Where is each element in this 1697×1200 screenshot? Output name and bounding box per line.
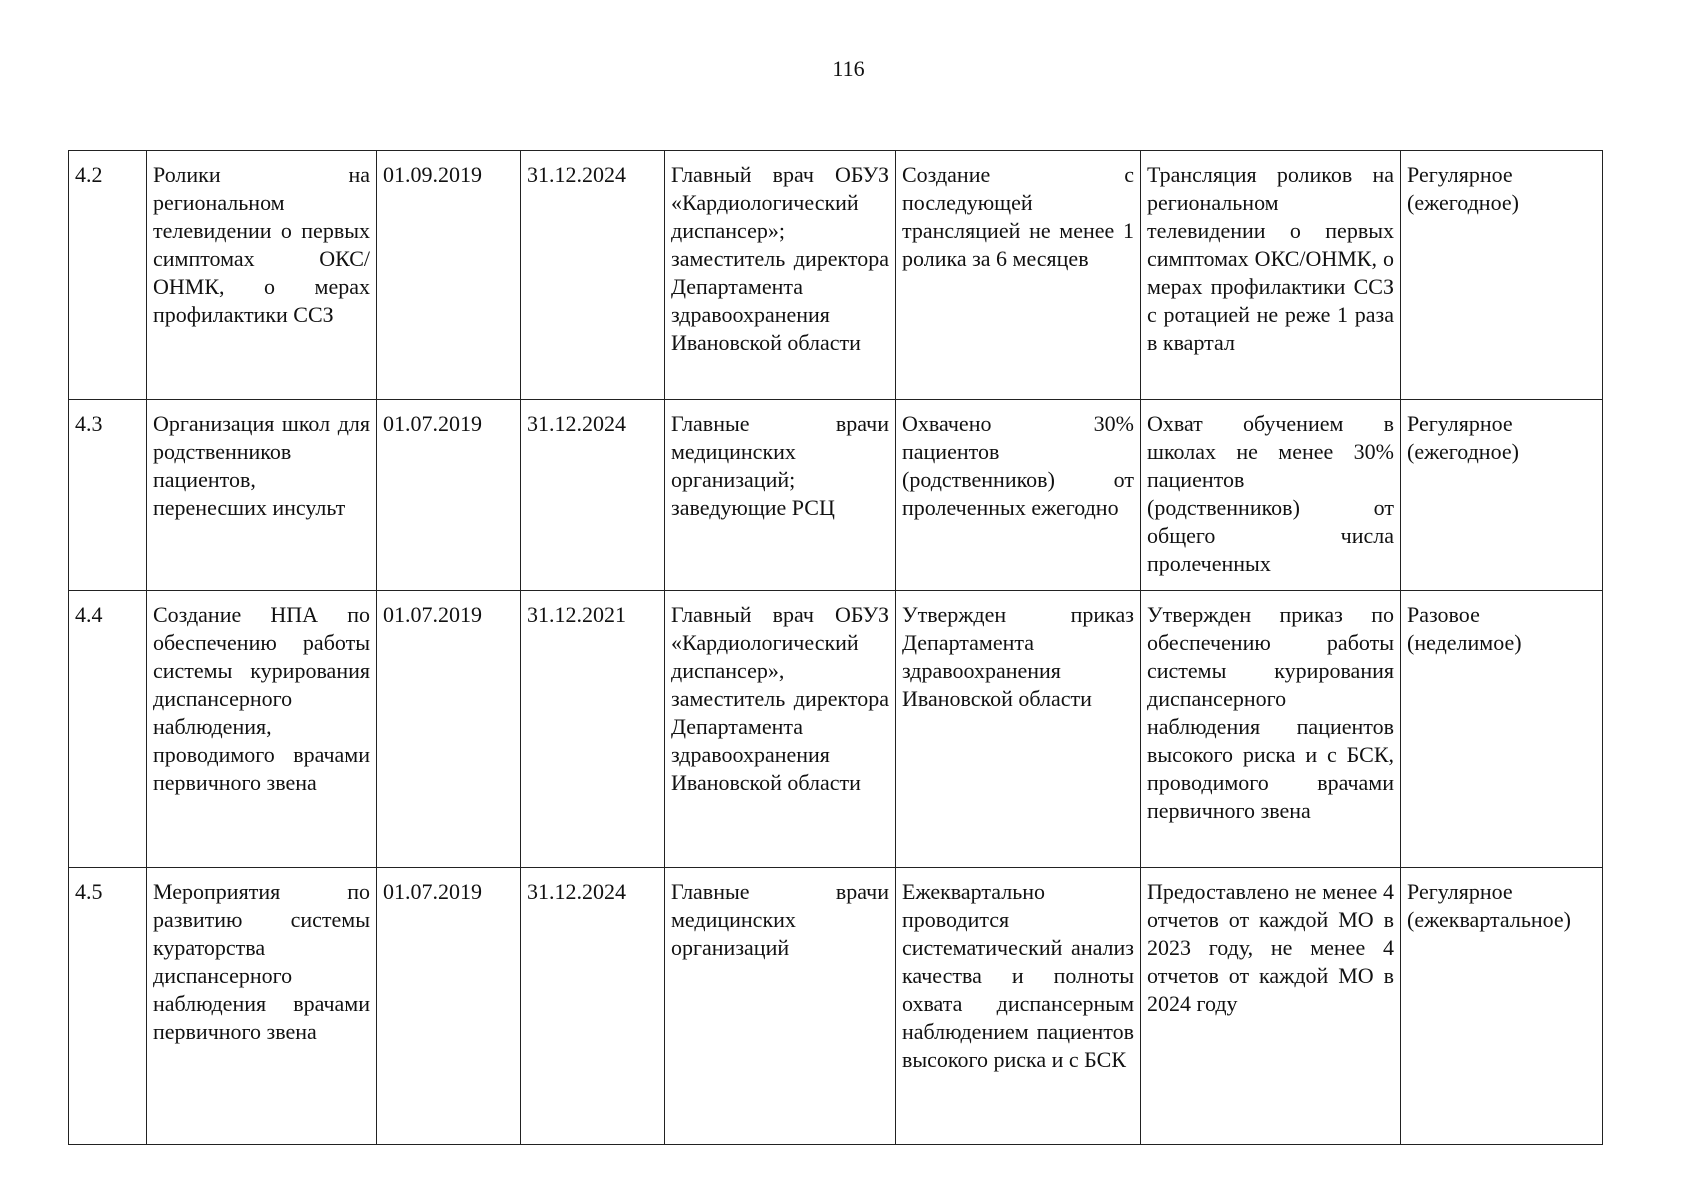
indicator: Утвержден приказ по обеспечению работы системы курирования диспансерного наблюдения пациентов высокого риска и с БСК, проводимого врачами первичного звена [1141, 591, 1401, 868]
measure-name: Создание НПА по обеспечению работы системы курирования диспансерного наблюдения, проводимого врачами первичного звена [147, 591, 377, 868]
end-date: 31.12.2021 [521, 591, 665, 868]
result: Утвержден приказ Департамента здравоохранения Ивановской области [896, 591, 1141, 868]
indicator: Охват обучением в школах не менее 30% пациентов (родственников) от общего числа пролеченных [1141, 400, 1401, 591]
result: Охвачено 30% пациентов (родственников) от пролеченных ежегодно [896, 400, 1141, 591]
measure-name: Мероприятия по развитию системы кураторства диспансерного наблюдения врачами первичного звена [147, 868, 377, 1145]
measure-type: Регулярное (ежегодное) [1401, 400, 1603, 591]
result: Ежеквартально проводится систематический анализ качества и полноты охвата диспансерным наблюдением пациентов высокого риска и с БСК [896, 868, 1141, 1145]
indicator: Трансляция роликов на региональном телевидении о первых симптомах ОКС/ОНМК, о мерах профилактики ССЗ с ротацией не реже 1 раза в квартал [1141, 151, 1401, 400]
table-row [69, 151, 1603, 400]
table-row [69, 400, 1603, 591]
table-row [69, 868, 1603, 1145]
row-number: 4.2 [69, 151, 147, 400]
measure-type: Регулярное (ежегодное) [1401, 151, 1603, 400]
measures-table [68, 150, 1603, 1145]
indicator: Предоставлено не менее 4 отчетов от каждой МО в 2023 году, не менее 4 отчетов от каждой МО в 2024 году [1141, 868, 1401, 1145]
responsible: Главный врач ОБУЗ «Кардиологический диспансер»; заместитель директора Департамента здравоохранения Ивановской области [665, 151, 896, 400]
responsible: Главный врач ОБУЗ «Кардиологический диспансер», заместитель директора Департамента здравоохранения Ивановской области [665, 591, 896, 868]
measure-name: Ролики на региональном телевидении о первых симптомах ОКС/ОНМК, о мерах профилактики ССЗ [147, 151, 377, 400]
start-date: 01.07.2019 [377, 400, 521, 591]
measure-type: Регулярное (ежеквартальное) [1401, 868, 1603, 1145]
row-number: 4.4 [69, 591, 147, 868]
start-date: 01.09.2019 [377, 151, 521, 400]
start-date: 01.07.2019 [377, 591, 521, 868]
result: Создание с последующей трансляцией не менее 1 ролика за 6 месяцев [896, 151, 1141, 400]
end-date: 31.12.2024 [521, 151, 665, 400]
end-date: 31.12.2024 [521, 868, 665, 1145]
table-row [69, 591, 1603, 868]
row-number: 4.3 [69, 400, 147, 591]
start-date: 01.07.2019 [377, 868, 521, 1145]
responsible: Главные врачи медицинских организаций [665, 868, 896, 1145]
responsible: Главные врачи медицинских организаций; заведующие РСЦ [665, 400, 896, 591]
row-number: 4.5 [69, 868, 147, 1145]
end-date: 31.12.2024 [521, 400, 665, 591]
measure-type: Разовое (неделимое) [1401, 591, 1603, 868]
measure-name: Организация школ для родственников пациентов, перенесших инсульт [147, 400, 377, 591]
page-number: 116 [832, 56, 865, 81]
